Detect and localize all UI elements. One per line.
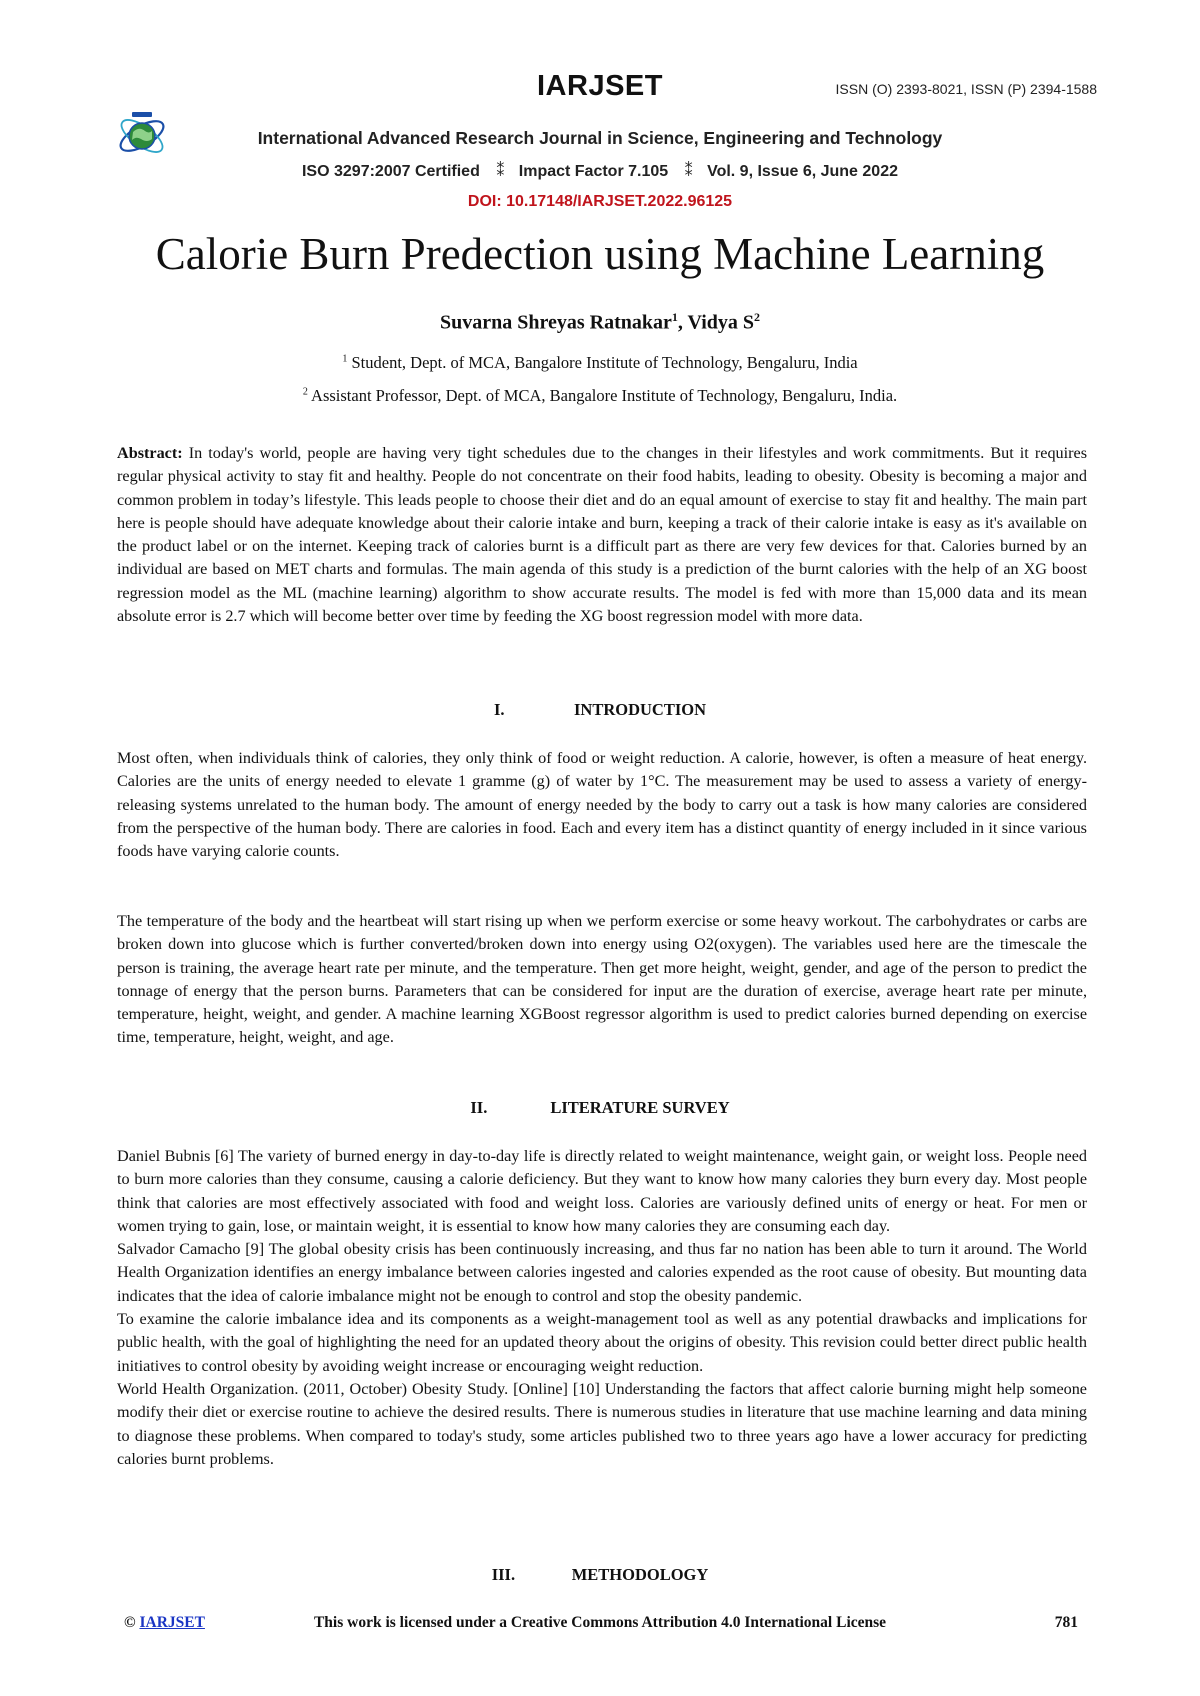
license-text: This work is licensed under a Creative Commons Attribution 4.0 International License	[313, 1614, 887, 1631]
section-number: III.	[491, 1565, 516, 1584]
section-title: INTRODUCTION	[573, 700, 707, 719]
section-heading-literature-survey	[0, 1098, 1200, 1118]
journal-name: International Advanced Research Journal in Science, Engineering and Technology	[257, 128, 943, 148]
section-title: LITERATURE SURVEY	[550, 1098, 730, 1117]
iarjset-link[interactable]: IARJSET	[139, 1614, 205, 1631]
affiliation-2-mark: 2	[302, 386, 308, 398]
journal-abbreviation: IARJSET	[537, 70, 663, 102]
author-list	[0, 310, 1200, 335]
literature-survey-body	[117, 1145, 1087, 1471]
paragraph: Daniel Bubnis [6] The variety of burned energy in day-to-day life is directly related to weight maintenance, weight gain, or weight loss. People need to burn more calories than they consume, causing a calorie deficiency. But they want to know how many calories they burn every day. Most people think that calories are most effectively associated with food and weight loss. Calories are variously defined units of energy or heat. For men or women trying to gain, lose, or maintain weight, it is essential to know how many calories they are consuming each day.	[117, 1147, 1087, 1235]
volume-issue: Vol. 9, Issue 6, June 2022	[707, 163, 898, 180]
author-1: Suvarna Shreyas Ratnakar	[439, 311, 672, 334]
abstract-text: In today's world, people are having very tight schedules due to the changes in their lifestyles and work commitments. But it requires regular physical activity to stay fit and healthy. People do not concentrate on their food habits, leading to obesity. Obesity is becoming a major and common problem in today’s lifestyle. This leads people to choose their diet and do an equal amount of exercise to stay fit and healthy. The main part here is people should have adequate knowledge about their calorie intake and burn, keeping a track of their calorie intake is easy as it's available on the product label or on the internet. Keeping track of calories burnt is a difficult part as there are very few devices for that. Calories burned by an individual are based on MET charts and formulas. The main agenda of this study is a prediction of the burnt calories with the help of an XG boost regression model as the ML (machine learning) algorithm to show accurate results. The model is fed with more than 15,000 data and its mean absolute error is 2.7 which will become better over time by feeding the XG boost regression model with more data.	[117, 444, 1087, 626]
section-number: II.	[470, 1098, 488, 1117]
affiliation-2	[0, 386, 1200, 406]
separator-icon: ⁑	[684, 163, 691, 180]
section-number: I.	[493, 700, 505, 719]
paragraph: World Health Organization. (2011, October) Obesity Study. [Online] [10] Understanding the factors that affect calorie burning might help someone modify their diet or exercise routine to achieve the desired results. There is numerous studies in literature that use machine learning and data mining to diagnose these problems. When compared to today's study, some articles published two to three years ago have a lower accuracy for predicting calories burnt problems.	[117, 1379, 1087, 1468]
issn-line: ISSN (O) 2393-8021, ISSN (P) 2394-1588	[835, 81, 1097, 97]
paragraph: To examine the calorie imbalance idea and its components as a weight-management tool as well as any potential drawbacks and implications for public health, with the goal of highlighting the need for an updated theory about the origins of obesity. This revision could better direct public health initiatives to control obesity by avoiding weight increase or encouraging weight reduction.	[117, 1310, 1087, 1375]
doi-link[interactable]: DOI: 10.17148/IARJSET.2022.96125	[467, 193, 733, 210]
journal-metadata-line	[0, 161, 1200, 181]
abstract-label: Abstract:	[117, 444, 183, 462]
paragraph: The temperature of the body and the heartbeat will start rising up when we perform exercise or some heavy workout. The carbohydrates or carbs are broken down into glucose which is further converted/broken down into energy using O2(oxygen). The variables used here are the timescale the person is training, the average heart rate per minute, and the temperature. Then get more height, weight, gender, and age of the person to predict the tonnage of energy that the person burns. Parameters that can be considered for input are the duration of exercise, average heart rate per minute, temperature, height, weight, and gender. A machine learning XGBoost regressor algorithm is used to predict calories burned depending on exercise time, temperature, height, weight, and age.	[117, 912, 1087, 1047]
page-number: 781	[1054, 1614, 1078, 1631]
impact-factor: Impact Factor 7.105	[518, 163, 669, 180]
section-heading-introduction	[0, 700, 1200, 720]
separator-icon: ⁑	[496, 163, 503, 180]
affiliation-2-text: Assistant Professor, Dept. of MCA, Bangalore Institute of Technology, Bengaluru, India.	[307, 386, 898, 405]
author-2-mark: 2	[754, 310, 761, 324]
author-separator: ,	[677, 311, 688, 334]
author-1-mark: 1	[671, 310, 678, 324]
affiliation-1-mark: 1	[342, 353, 348, 365]
copyright-symbol: ©	[124, 1614, 140, 1631]
author-2: Vidya S	[687, 311, 755, 334]
paragraph: Salvador Camacho [9] The global obesity crisis has been continuously increasing, and thus far no nation has been able to turn it around. The World Health Organization identifies an energy imbalance between calories ingested and calories expended as the root cause of obesity. But mounting data indicates that the idea of calorie imbalance might not be enough to control and stop the obesity pandemic.	[117, 1240, 1087, 1305]
paragraph: Most often, when individuals think of calories, they only think of food or weight reduction. A calorie, however, is often a measure of heat energy. Calories are the units of energy needed to elevate 1 gramme (g) of water by 1°C. The measurement may be used to assess a variety of energy-releasing systems unrelated to the human body. The amount of energy needed by the body to carry out a task is how many calories are considered from the perspective of the human body. There are calories in food. Each and every item has a distinct quantity of energy included in it since various foods have varying calorie counts.	[117, 749, 1087, 861]
affiliation-1-text: Student, Dept. of MCA, Bangalore Institute of Technology, Bengaluru, India	[347, 353, 858, 372]
abstract	[117, 442, 1087, 628]
introduction-paragraph-1	[117, 747, 1087, 863]
certification: ISO 3297:2007 Certified	[301, 163, 480, 180]
paper-title: Calorie Burn Predection using Machine Learning	[155, 229, 1045, 279]
section-heading-methodology	[0, 1565, 1200, 1585]
section-title: METHODOLOGY	[571, 1565, 709, 1584]
affiliation-1	[0, 353, 1200, 373]
introduction-paragraph-2	[117, 910, 1087, 1050]
